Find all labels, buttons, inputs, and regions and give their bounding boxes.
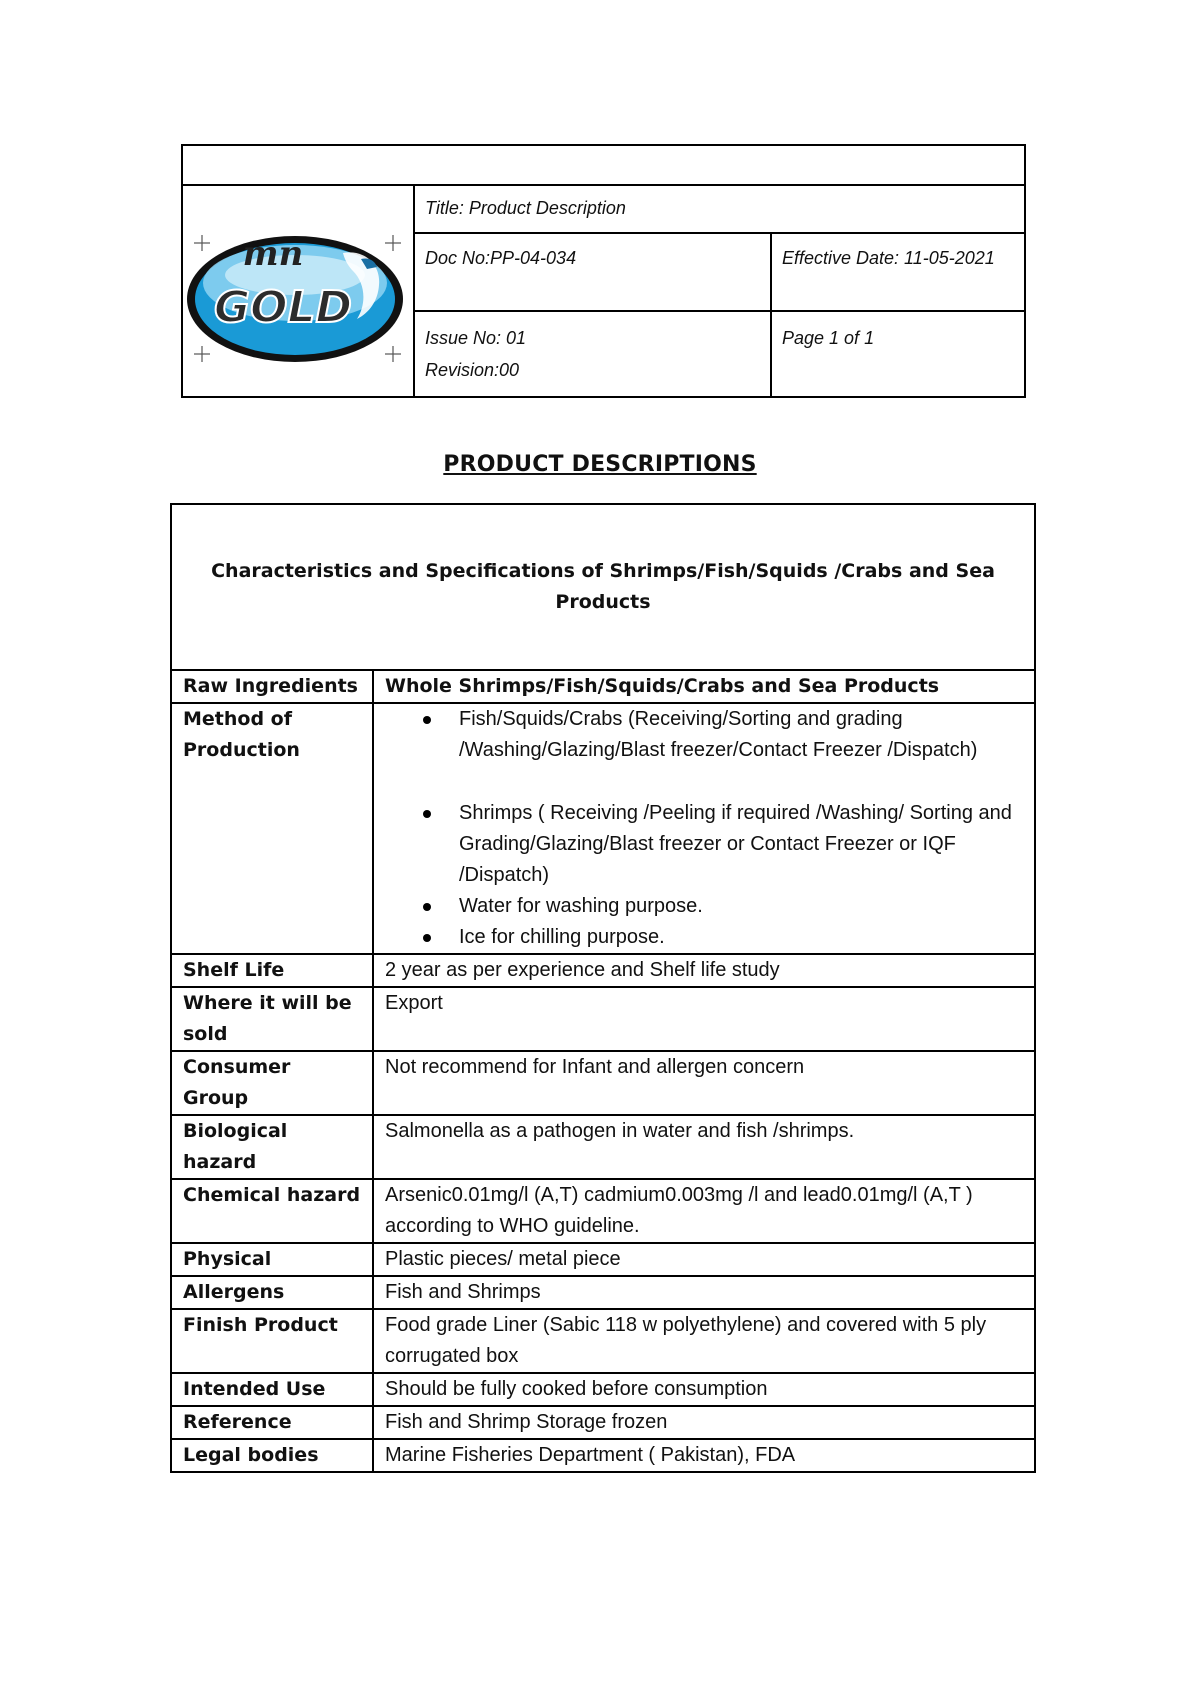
- row-value: Should be fully cooked before consumption: [373, 1373, 1035, 1406]
- table-row: [171, 954, 1035, 987]
- table-row: [171, 1406, 1035, 1439]
- table-row: [171, 1373, 1035, 1406]
- table-row: [171, 1439, 1035, 1472]
- effective-date: Effective Date: 11-05-2021: [771, 233, 1025, 311]
- list-item: Shrimps ( Receiving /Peeling if required /Washing/ Sorting and Grading/Glazing/Blast freezer or Contact Freezer or IQF /Dispatch): [423, 798, 1023, 891]
- table-row: [171, 1309, 1035, 1373]
- product-spec-table: [170, 503, 1036, 1473]
- row-value: Fish and Shrimp Storage frozen: [373, 1406, 1035, 1439]
- row-value: Arsenic0.01mg/l (A,T) cadmium0.003mg /l and lead0.01mg/l (A,T ) according to WHO guideline.: [373, 1179, 1035, 1243]
- page-title: PRODUCT DESCRIPTIONS: [443, 452, 757, 477]
- row-label: Biological hazard: [171, 1115, 373, 1179]
- row-value: Not recommend for Infant and allergen concern: [373, 1051, 1035, 1115]
- issue-number: Issue No: 01: [425, 328, 527, 348]
- list-item: Fish/Squids/Crabs (Receiving/Sorting and grading /Washing/Glazing/Blast freezer/Contact Freezer /Dispatch): [423, 704, 1023, 766]
- table-row: [171, 987, 1035, 1051]
- document-header: [181, 144, 1026, 398]
- row-value: Fish and Shrimps: [373, 1276, 1035, 1309]
- method-list: [385, 704, 1023, 953]
- spec-caption: Characteristics and Specifications of Shrimps/Fish/Squids /Crabs and Sea Products: [171, 504, 1035, 670]
- row-label: Finish Product: [171, 1309, 373, 1373]
- table-row: [171, 1276, 1035, 1309]
- row-label: Intended Use: [171, 1373, 373, 1406]
- doc-number: Doc No:PP-04-034: [414, 233, 771, 311]
- company-logo: [183, 187, 413, 395]
- row-value: Export: [373, 987, 1035, 1051]
- table-row: [171, 1179, 1035, 1243]
- row-value: Marine Fisheries Department ( Pakistan), FDA: [373, 1439, 1035, 1472]
- row-label: Legal bodies: [171, 1439, 373, 1472]
- mn-gold-logo-icon: [183, 187, 413, 395]
- row-label: Reference: [171, 1406, 373, 1439]
- header-blank-row: [182, 145, 1025, 185]
- row-label: Raw Ingredients: [171, 670, 373, 703]
- table-row: [171, 1051, 1035, 1115]
- logo-gold-text: GOLD: [213, 282, 353, 333]
- logo-cell: [182, 185, 414, 397]
- table-row: [171, 1243, 1035, 1276]
- table-row: [171, 703, 1035, 954]
- row-label: Method of Production: [171, 703, 373, 954]
- row-label: Where it will be sold: [171, 987, 373, 1051]
- row-value: 2 year as per experience and Shelf life study: [373, 954, 1035, 987]
- row-label: Chemical hazard: [171, 1179, 373, 1243]
- logo-mn-text: mn: [242, 234, 304, 274]
- row-label: Consumer Group: [171, 1051, 373, 1115]
- list-item: Ice for chilling purpose.: [423, 922, 1023, 953]
- page-number: Page 1 of 1: [771, 311, 1025, 397]
- row-value: Salmonella as a pathogen in water and fish /shrimps.: [373, 1115, 1035, 1179]
- row-value: Whole Shrimps/Fish/Squids/Crabs and Sea Products: [373, 670, 1035, 703]
- doc-title: Title: Product Description: [414, 185, 1025, 233]
- row-label: Physical: [171, 1243, 373, 1276]
- list-item: Water for washing purpose.: [423, 891, 1023, 922]
- table-row: [171, 1115, 1035, 1179]
- issue-revision-cell: [414, 311, 771, 397]
- method-of-production-value: [373, 703, 1035, 954]
- row-value: Food grade Liner (Sabic 118 w polyethylene) and covered with 5 ply corrugated box: [373, 1309, 1035, 1373]
- row-value: Plastic pieces/ metal piece: [373, 1243, 1035, 1276]
- revision-number: Revision:00: [425, 360, 520, 380]
- table-row: [171, 670, 1035, 703]
- row-label: Shelf Life: [171, 954, 373, 987]
- row-label: Allergens: [171, 1276, 373, 1309]
